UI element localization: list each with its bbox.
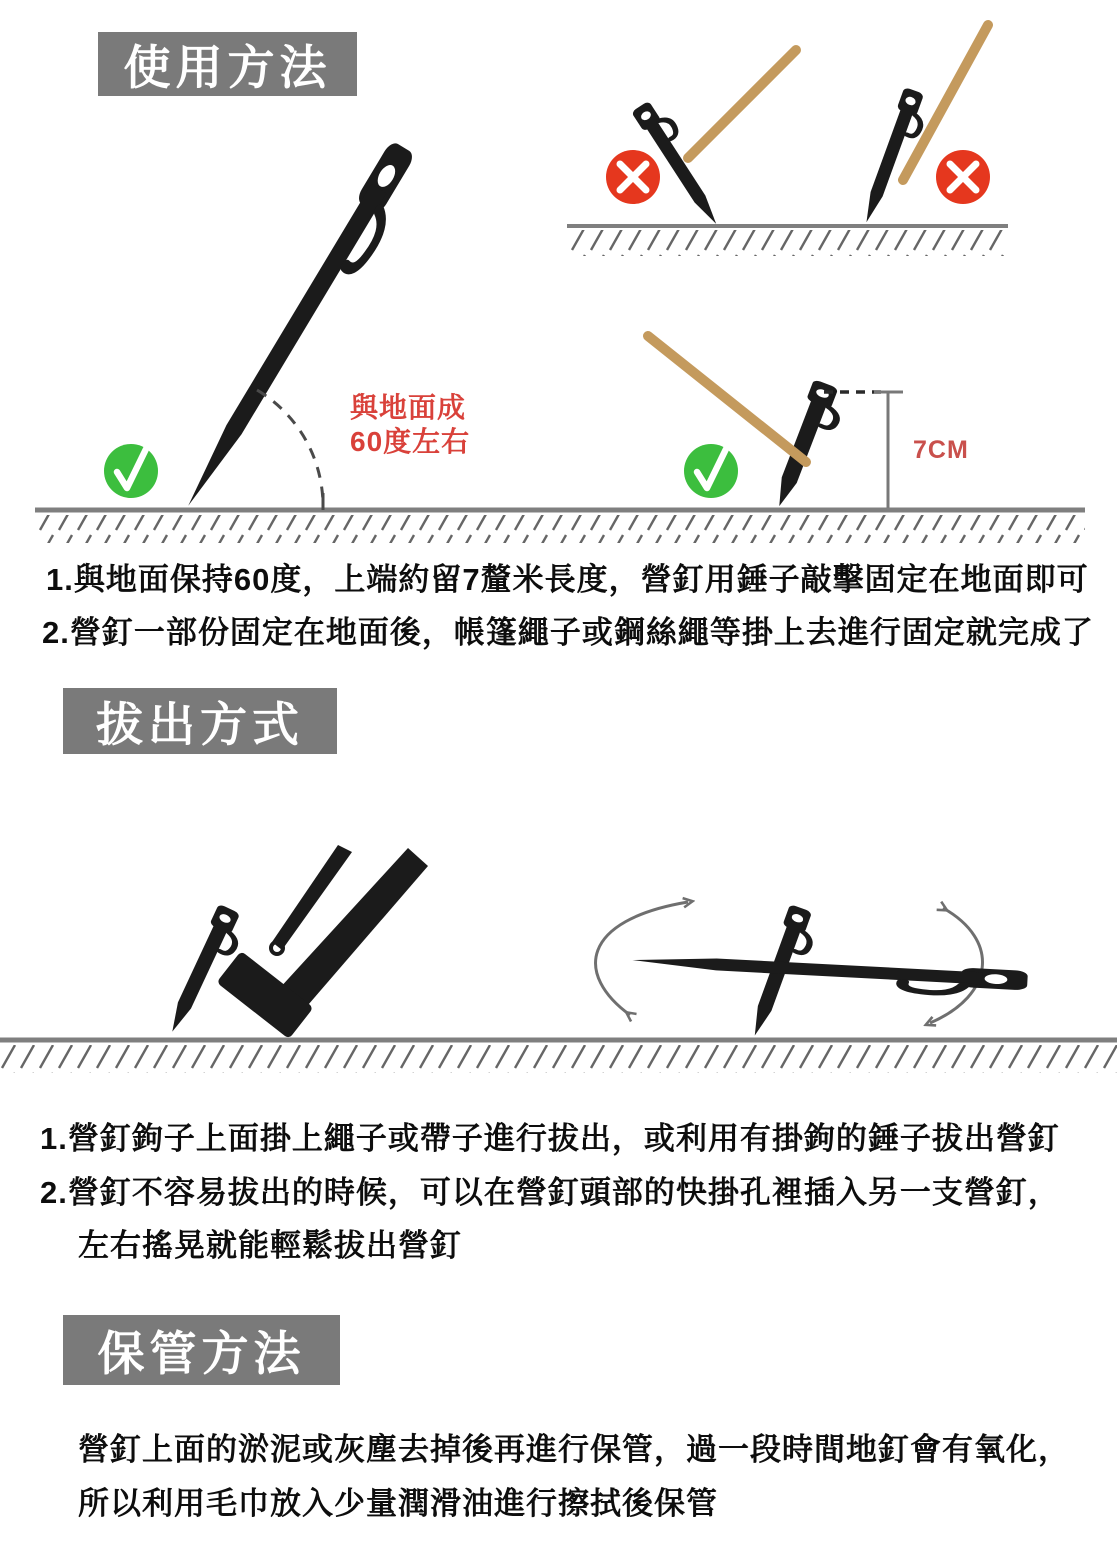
angle-annotation-line1: 與地面成 (350, 392, 467, 423)
removal-rock-example (596, 902, 1028, 1042)
rock-arrow-left (596, 902, 688, 1015)
section-header-usage (98, 32, 357, 96)
usage-wrong-examples (567, 25, 1008, 256)
usage-step-2: 2.營釘一部份固定在地面後，帳篷繩子或鋼絲繩等掛上去進行固定就完成了 (42, 615, 1094, 650)
section-header-storage-label: 保管方法 (97, 1326, 306, 1380)
guy-rope (648, 336, 806, 462)
usage-step-1: 1.與地面保持60度，上端約留7釐米長度，營釘用錘子敲擊固定在地面即可 (46, 562, 1089, 597)
tent-stake (176, 140, 425, 518)
check-icon (684, 444, 738, 498)
height-label: 7CM (913, 436, 969, 464)
usage-correct-angle-example (104, 140, 425, 518)
guy-rope (688, 50, 796, 158)
section-header-removal (63, 688, 337, 754)
section-header-removal-label: 拔出方式 (96, 697, 304, 751)
check-icon (104, 444, 158, 498)
x-icon (606, 150, 660, 204)
ground-hatch (35, 515, 1085, 543)
removal-step-2-cont: 左右搖晃就能輕鬆拔出營釘 (78, 1228, 462, 1263)
section-header-usage-label: 使用方法 (123, 40, 332, 94)
angle-annotation-line2: 60度左右 (350, 426, 471, 457)
removal-step-2: 2.營釘不容易拔出的時候，可以在營釘頭部的快掛孔裡插入另一支營釘， (40, 1175, 1060, 1210)
storage-line-1: 營釘上面的淤泥或灰塵去掉後再進行保管，過一段時間地釘會有氧化， (78, 1432, 1070, 1467)
removal-hammer-example (162, 845, 428, 1040)
removal-step-1: 1.營釘鉤子上面掛上繩子或帶子進行拔出，或利用有掛鉤的錘子拔出營釘 (40, 1121, 1060, 1156)
storage-line-2: 所以利用毛巾放入少量潤滑油進行擦拭後保管 (78, 1486, 718, 1521)
ground-hatch (0, 1045, 1117, 1073)
angle-annotation (350, 391, 470, 459)
strap-ring (271, 942, 283, 954)
angle-arc (257, 390, 323, 506)
hammer-handle (278, 848, 428, 1012)
x-icon (936, 150, 990, 204)
rock-arrow-right (930, 908, 982, 1023)
usage-correct-depth-example (648, 336, 903, 514)
tent-stake-inserted (632, 950, 1028, 997)
removal-diagram (0, 790, 1117, 1090)
ground-hatch (570, 230, 1006, 256)
section-header-storage (63, 1315, 340, 1385)
